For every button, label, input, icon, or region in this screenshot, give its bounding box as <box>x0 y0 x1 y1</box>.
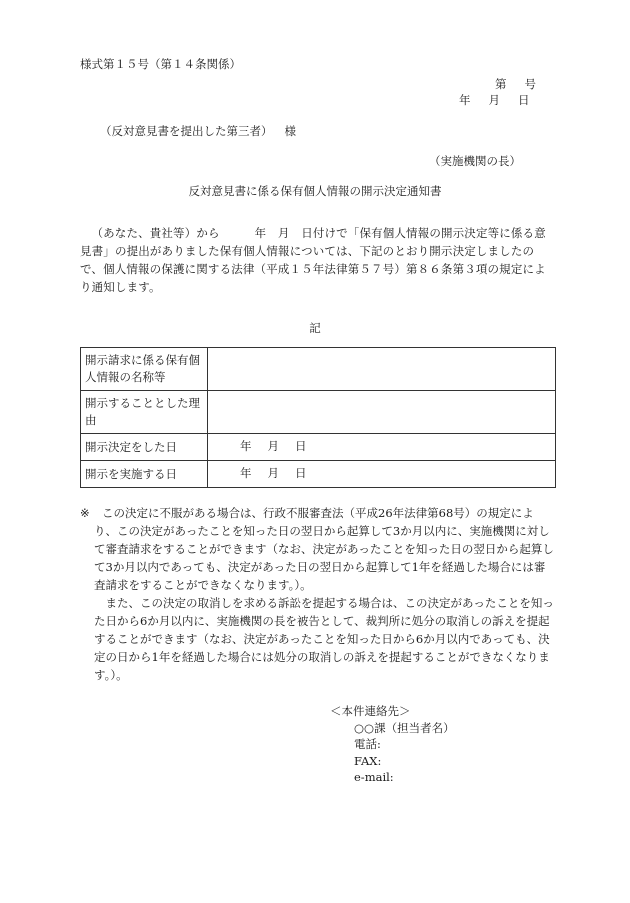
contact-fax: FAX: <box>354 753 382 768</box>
implementation-day: 日 <box>295 466 307 481</box>
contact-email: e-mail: <box>354 770 394 784</box>
contact-section: ○○課（担当者名） <box>354 720 455 735</box>
addressee-name: （反対意見書を提出した第三者） <box>100 124 273 138</box>
addressee <box>100 123 296 140</box>
table-row <box>81 391 556 434</box>
row-label-info-name: 開示請求に係る保有個人情報の名称等 <box>81 348 208 391</box>
row-value-reason <box>208 391 556 434</box>
document-date-line <box>459 92 548 109</box>
decision-day: 日 <box>295 439 307 454</box>
date-day: 日 <box>518 93 530 107</box>
date-month: 月 <box>488 93 500 107</box>
row-label-reason: 開示することとした理由 <box>81 391 208 434</box>
row-value-implementation-date <box>208 461 556 488</box>
document-number-line <box>495 76 554 93</box>
contact-block <box>330 703 455 786</box>
row-label-implementation-date: 開示を実施する日 <box>81 461 208 488</box>
number-suffix: 号 <box>524 77 536 91</box>
note-paragraph-1: この決定に不服がある場合は、行政不服審査法（平成26年法律第68号）の規定により、この決定があったことを知った日の翌日から起算して3か月以内に、実施機関に対して審査請求をすることができます（なお、決定があったことを知った日の翌日から起算して3か月以内であっても、決定があった日の翌日から起算して1年を経過した場合には審査請求をすることができなくなります。）。 <box>94 506 554 592</box>
document-title: 反対意見書に係る保有個人情報の開示決定通知書 <box>188 184 442 198</box>
number-prefix: 第 <box>495 77 507 91</box>
decision-year: 年 <box>240 439 252 454</box>
body-paragraph: （あなた、貴社等）から 年 月 日付けで「保有個人情報の開示決定等に係る意見書」の提出がありました保有個人情報については、下記のとおり開示決定しましたので、個人情報の保護に関する法律（平成１５年法律第５７号）第８６条第３項の規定により通知します。 <box>80 226 546 294</box>
table-row <box>81 434 556 461</box>
note-mark: ※ <box>80 506 90 520</box>
contact-phone: 電話: <box>354 737 381 751</box>
row-value-info-name <box>208 348 556 391</box>
table-row <box>81 461 556 488</box>
implementation-year: 年 <box>240 466 252 481</box>
date-year: 年 <box>459 93 471 107</box>
sender: （実施機関の長） <box>429 154 521 168</box>
info-table <box>80 347 556 488</box>
implementation-month: 月 <box>267 466 279 481</box>
row-label-decision-date: 開示決定をした日 <box>81 434 208 461</box>
ki-heading: 記 <box>309 321 321 335</box>
contact-heading: ＜本件連絡先＞ <box>330 704 411 718</box>
table-row <box>81 348 556 391</box>
appeal-note <box>80 504 556 684</box>
decision-month: 月 <box>267 439 279 454</box>
note-paragraph-2: また、この決定の取消しを求める訴訟を提起する場合は、この決定があったことを知った日から6か月以内に、実施機関の長を被告として、裁判所に処分の取消しの訴えを提起することができます（なお、決定があったことを知った日から6か月以内であっても、決定の日から1年を経過した場合には処分の取消しの訴えを提起することができなくなります。）。 <box>94 596 554 682</box>
addressee-honorific: 様 <box>284 124 296 138</box>
row-value-decision-date <box>208 434 556 461</box>
form-id: 様式第１５号（第１４条関係） <box>80 57 241 71</box>
